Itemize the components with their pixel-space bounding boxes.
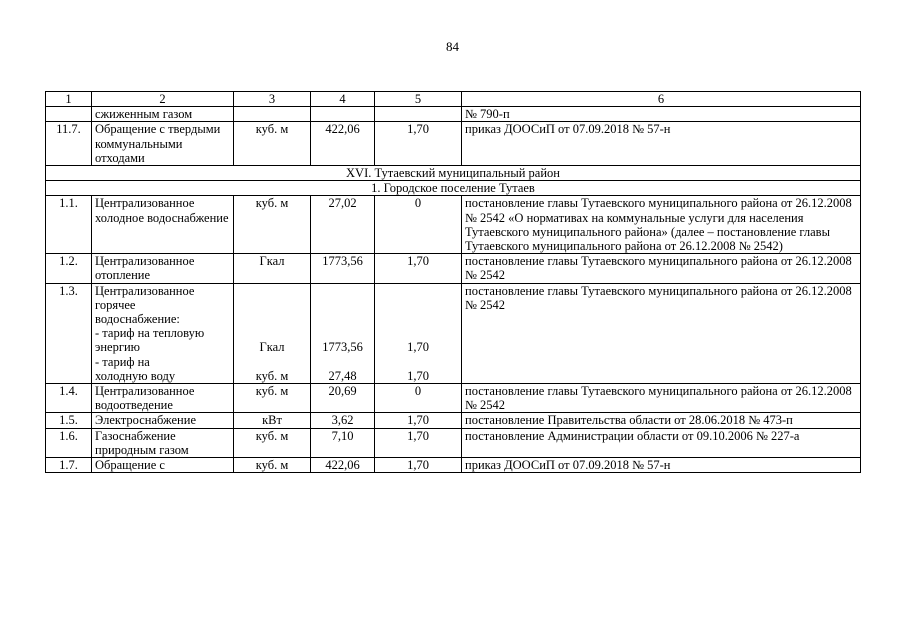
- norm-value-heat: 1773,56: [322, 340, 363, 355]
- table-row: [46, 458, 861, 473]
- unit: куб. м: [234, 122, 311, 166]
- page-number: 84: [446, 39, 459, 54]
- row-number: [46, 107, 92, 122]
- subsection-title: 1. Городское поселение Тутаев: [46, 181, 861, 196]
- row-number: 1.3.: [46, 283, 92, 383]
- legal-document: постановление главы Тутаевского муниципального района от 26.12.2008 № 2542: [462, 384, 861, 413]
- row-number: 1.7.: [46, 458, 92, 473]
- section-row: [46, 166, 861, 181]
- coefficient: 1,70: [375, 458, 462, 473]
- table-row: [46, 283, 861, 383]
- legal-document: приказ ДООСиП от 07.09.2018 № 57-н: [462, 458, 861, 473]
- column-header: 3: [234, 92, 311, 107]
- legal-document: постановление главы Тутаевского муниципального района от 26.12.2008 № 2542: [462, 283, 861, 383]
- coefficient: 1,70: [375, 428, 462, 457]
- service-name-line: водоснабжение:: [95, 312, 180, 327]
- table-row: [46, 413, 861, 428]
- service-name: Централизованное отопление: [92, 254, 234, 283]
- norm-value: [311, 107, 375, 122]
- service-name-line: - тариф на: [95, 354, 150, 369]
- service-name: [92, 283, 234, 383]
- service-name: Централизованное холодное водоснабжение: [92, 196, 234, 254]
- unit-cold-water: куб. м: [255, 368, 289, 383]
- unit: куб. м: [234, 196, 311, 254]
- table-row: [46, 107, 861, 122]
- coefficient: 1,70: [375, 413, 462, 428]
- table-row: [46, 254, 861, 283]
- norm-value: 422,06: [311, 122, 375, 166]
- row-number: 1.1.: [46, 196, 92, 254]
- unit: Гкал: [234, 254, 311, 283]
- table-row: [46, 122, 861, 166]
- unit: [234, 283, 311, 383]
- norm-value: 20,69: [311, 384, 375, 413]
- section-row: [46, 181, 861, 196]
- unit: куб. м: [234, 384, 311, 413]
- service-name: Газоснабжение природным газом: [92, 428, 234, 457]
- norm-value-cold-water: 27,48: [328, 368, 357, 383]
- legal-document: приказ ДООСиП от 07.09.2018 № 57-н: [462, 122, 861, 166]
- norm-value: 7,10: [311, 428, 375, 457]
- row-number: 1.2.: [46, 254, 92, 283]
- service-name: Обращение с твердыми коммунальными отходами: [92, 122, 234, 166]
- service-name-line: горячее: [95, 297, 136, 312]
- coefficient: 1,70: [375, 254, 462, 283]
- row-number: 1.6.: [46, 428, 92, 457]
- norm-value: 1773,56: [311, 254, 375, 283]
- coefficient-cold-water: 1,70: [407, 368, 429, 383]
- table-header-row: [46, 92, 861, 107]
- coefficient: 0: [375, 196, 462, 254]
- service-name-line: энергию: [95, 340, 141, 355]
- service-name: сжиженным газом: [92, 107, 234, 122]
- row-number: 11.7.: [46, 122, 92, 166]
- unit: [234, 107, 311, 122]
- coefficient: [375, 283, 462, 383]
- section-title: XVI. Тутаевский муниципальный район: [46, 166, 861, 181]
- service-name-line: холодную воду: [95, 368, 176, 383]
- legal-document: постановление Правительства области от 28.06.2018 № 473-п: [462, 413, 861, 428]
- row-number: 1.5.: [46, 413, 92, 428]
- table-row: [46, 428, 861, 457]
- norm-value: 422,06: [311, 458, 375, 473]
- coefficient: 1,70: [375, 122, 462, 166]
- unit: кВт: [234, 413, 311, 428]
- row-number: 1.4.: [46, 384, 92, 413]
- coefficient: [375, 107, 462, 122]
- table-row: [46, 196, 861, 254]
- column-header: 1: [46, 92, 92, 107]
- unit: куб. м: [234, 428, 311, 457]
- service-name-line: Централизованное: [95, 283, 195, 298]
- legal-document: постановление главы Тутаевского муниципального района от 26.12.2008 № 2542: [462, 254, 861, 283]
- coefficient-heat: 1,70: [407, 340, 429, 355]
- norm-value: 3,62: [311, 413, 375, 428]
- column-header: 5: [375, 92, 462, 107]
- column-header: 6: [462, 92, 861, 107]
- column-header: 2: [92, 92, 234, 107]
- legal-document: № 790-п: [462, 107, 861, 122]
- unit: куб. м: [234, 458, 311, 473]
- legal-document: постановление главы Тутаевского муниципального района от 26.12.2008 № 2542 «О нормативах на коммунальные услуги для населения Тутаевского муниципального района» (далее – постановление главы Тутаевского муниципального района от 26.12.2008 № 2542): [462, 196, 861, 254]
- norm-value: [311, 283, 375, 383]
- column-header: 4: [311, 92, 375, 107]
- unit-heat: Гкал: [259, 340, 285, 355]
- service-name: Электроснабжение: [92, 413, 234, 428]
- coefficient: 0: [375, 384, 462, 413]
- norms-table: [45, 91, 861, 473]
- service-name-line: - тариф на тепловую: [95, 326, 205, 341]
- service-name: Централизованное водоотведение: [92, 384, 234, 413]
- legal-document: постановление Администрации области от 09.10.2006 № 227-а: [462, 428, 861, 457]
- table-row: [46, 384, 861, 413]
- service-name: Обращение с: [92, 458, 234, 473]
- norm-value: 27,02: [311, 196, 375, 254]
